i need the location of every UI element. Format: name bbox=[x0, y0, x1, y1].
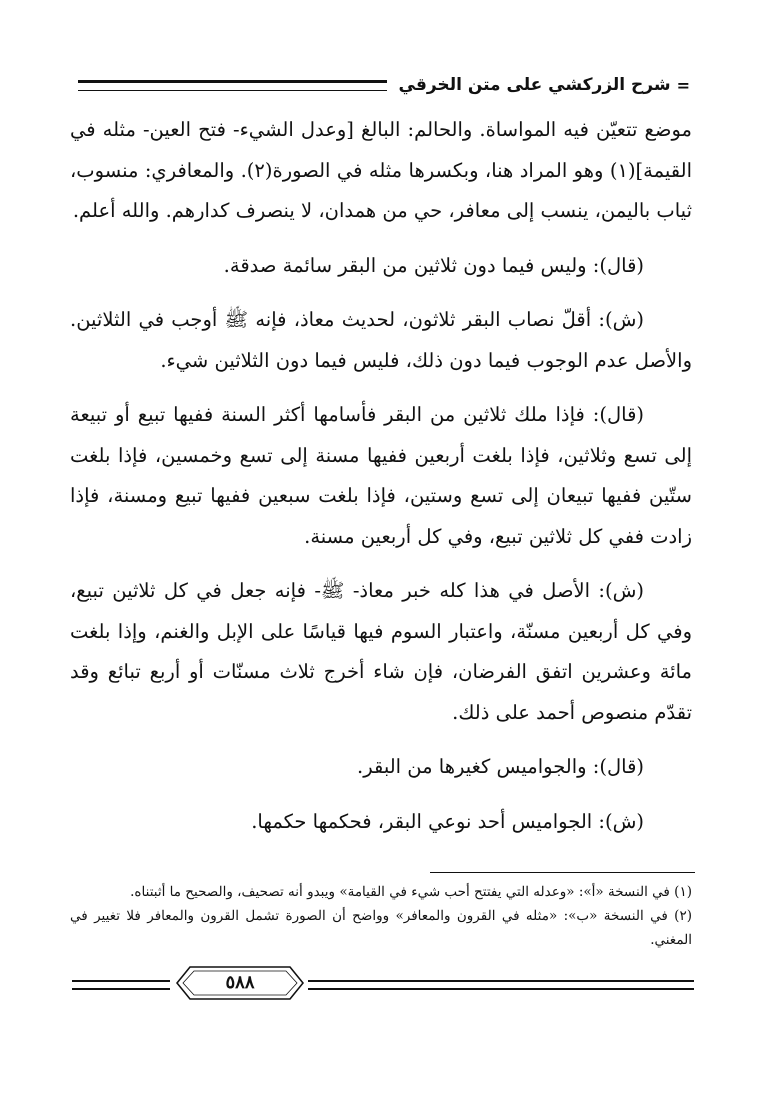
running-header bbox=[78, 70, 690, 100]
paragraph: (ش): أقلّ نصاب البقر ثلاثون، لحديث معاذ، فإنه ﷺ أوجب في الثلاثين. والأصل عدم الوجوب فيما دون ذلك، فليس فيما دون الثلاثين شيء. bbox=[70, 308, 692, 372]
header-rule bbox=[78, 80, 387, 91]
footer-rule-right bbox=[308, 980, 694, 990]
page-number-frame bbox=[176, 966, 304, 1000]
header-bullet: = bbox=[676, 75, 690, 95]
paragraph: (قال): فإذا ملك ثلاثين من البقر فأسامها أكثر السنة ففيها تبيع أو تبيعة إلى تسع وثلاثين، فإذا بلغت أربعين ففيها مسنة إلى تسع وخمسين، فإذا بلغت ستّين ففيها تبيعان إلى تسع وستين، فإذا بلغت سبعين ففيها تبيع ومسنة، فإذا زادت ففي كل ثلاثين تبيع، وفي كل أربعين مسنة. bbox=[70, 403, 692, 548]
page-footer bbox=[72, 966, 694, 1006]
paragraph: (ش): الأصل في هذا كله خبر معاذ- ﷺ- فإنه جعل في كل ثلاثين تبيع، وفي كل أربعين مسنّة، واعتبار السوم فيها قياسًا على الإبل والغنم، وإذا بلغت مائة وعشرين اتفق الفرضان، فإن شاء أخرج ثلاث مسنّات أو أربع تبائع وقد تقدّم منصوص أحمد على ذلك. bbox=[70, 579, 692, 724]
paragraph: موضع تتعيّن فيه المواساة. والحالم: البالغ [وعدل الشيء- فتح العين- مثله في القيمة](١) وهو المراد هنا، وبكسرها مثله في الصورة(٢). والمعافري: منسوب، ثياب باليمن، ينسب إلى معافر، حي من همدان، لا ينصرف كدارهم. والله أعلم. bbox=[70, 118, 693, 222]
footnotes bbox=[70, 880, 692, 952]
paragraph: (قال): وليس فيما دون ثلاثين من البقر سائمة صدقة. bbox=[223, 253, 644, 277]
page-number: ٥٨٨ bbox=[225, 972, 255, 993]
paragraph: (ش): الجواميس أحد نوعي البقر، فحكمها حكمها. bbox=[251, 809, 644, 833]
main-text bbox=[70, 110, 692, 856]
paragraph: (قال): والجواميس كغيرها من البقر. bbox=[357, 755, 644, 778]
footnote: (٢) في النسخة «ب»: «مثله في القرون والمعافر» وواضح أن الصورة تشمل القرون والمعافر فلا تغيير في المغني. bbox=[70, 908, 692, 948]
footer-rule-left bbox=[72, 980, 170, 990]
footnote-separator bbox=[430, 872, 695, 873]
header-title: شرح الزركشي على متن الخرقي bbox=[398, 75, 671, 95]
footnote: (١) في النسخة «أ»: «وعدله التي يفتتح أحب شيء في القيامة» ويبدو أنه تصحيف، والصحيح ما أثبتناه. bbox=[130, 884, 692, 900]
